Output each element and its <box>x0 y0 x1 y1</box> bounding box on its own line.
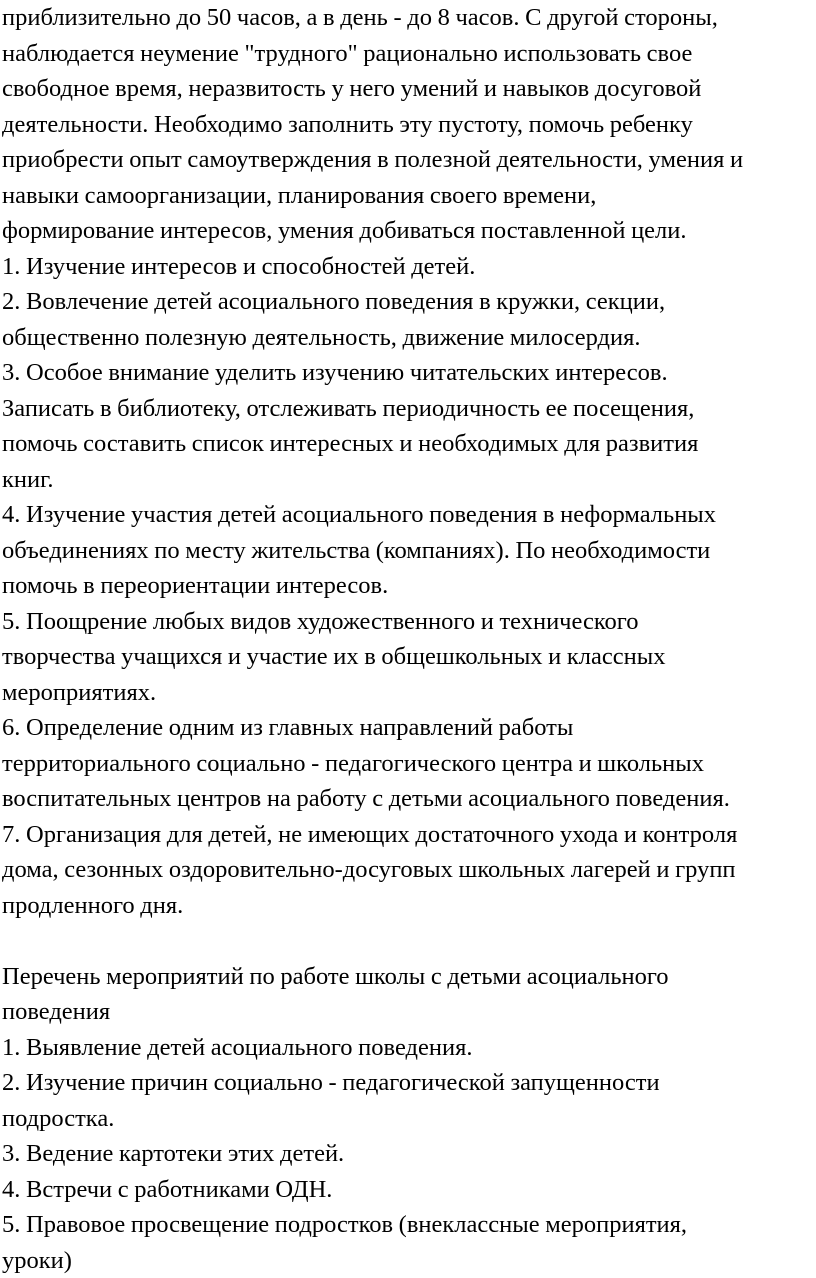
section-heading: поведения <box>2 994 814 1030</box>
text-line: продленного дня. <box>2 888 814 924</box>
text-line: воспитательных центров на работу с детьми асоциального поведения. <box>2 781 814 817</box>
list-item: 6. Определение одним из главных направлений работы <box>2 710 814 746</box>
text-line: приобрести опыт самоутверждения в полезной деятельности, умения и <box>2 142 814 178</box>
text-line: подростка. <box>2 1101 814 1137</box>
paragraph-block-2 <box>2 959 814 1278</box>
paragraph-spacer <box>2 923 814 959</box>
list-item: 5. Поощрение любых видов художественного и технического <box>2 604 814 640</box>
text-line: объединениях по месту жительства (компаниях). По необходимости <box>2 533 814 569</box>
list-item: 4. Встречи с работниками ОДН. <box>2 1172 814 1208</box>
list-item: 2. Вовлечение детей асоциального поведения в кружки, секции, <box>2 284 814 320</box>
text-line: приблизительно до 50 часов, а в день - до 8 часов. С другой стороны, <box>2 0 814 36</box>
text-line: мероприятиях. <box>2 675 814 711</box>
text-line: творчества учащихся и участие их в общешкольных и классных <box>2 639 814 675</box>
text-line: общественно полезную деятельность, движение милосердия. <box>2 320 814 356</box>
text-line: помочь в переориентации интересов. <box>2 568 814 604</box>
text-line: территориального социально - педагогического центра и школьных <box>2 746 814 782</box>
document-page <box>2 0 814 1278</box>
text-line: уроки) <box>2 1243 814 1278</box>
text-line: навыки самоорганизации, планирования своего времени, <box>2 178 814 214</box>
text-line: книг. <box>2 462 814 498</box>
text-line: формирование интересов, умения добиваться поставленной цели. <box>2 213 814 249</box>
text-line: помочь составить список интересных и необходимых для развития <box>2 426 814 462</box>
list-item: 4. Изучение участия детей асоциального поведения в неформальных <box>2 497 814 533</box>
list-item: 5. Правовое просвещение подростков (внеклассные мероприятия, <box>2 1207 814 1243</box>
list-item: 2. Изучение причин социально - педагогической запущенности <box>2 1065 814 1101</box>
paragraph-block-1 <box>2 0 814 923</box>
list-item: 3. Особое внимание уделить изучению читательских интересов. <box>2 355 814 391</box>
text-line: свободное время, неразвитость у него умений и навыков досуговой <box>2 71 814 107</box>
text-line: деятельности. Необходимо заполнить эту пустоту, помочь ребенку <box>2 107 814 143</box>
text-line: наблюдается неумение "трудного" рационально использовать свое <box>2 36 814 72</box>
section-heading: Перечень мероприятий по работе школы с детьми асоциального <box>2 959 814 995</box>
list-item: 1. Выявление детей асоциального поведения. <box>2 1030 814 1066</box>
list-item: 3. Ведение картотеки этих детей. <box>2 1136 814 1172</box>
list-item: 1. Изучение интересов и способностей детей. <box>2 249 814 285</box>
list-item: 7. Организация для детей, не имеющих достаточного ухода и контроля <box>2 817 814 853</box>
text-line: дома, сезонных оздоровительно-досуговых школьных лагерей и групп <box>2 852 814 888</box>
text-line: Записать в библиотеку, отслеживать периодичность ее посещения, <box>2 391 814 427</box>
